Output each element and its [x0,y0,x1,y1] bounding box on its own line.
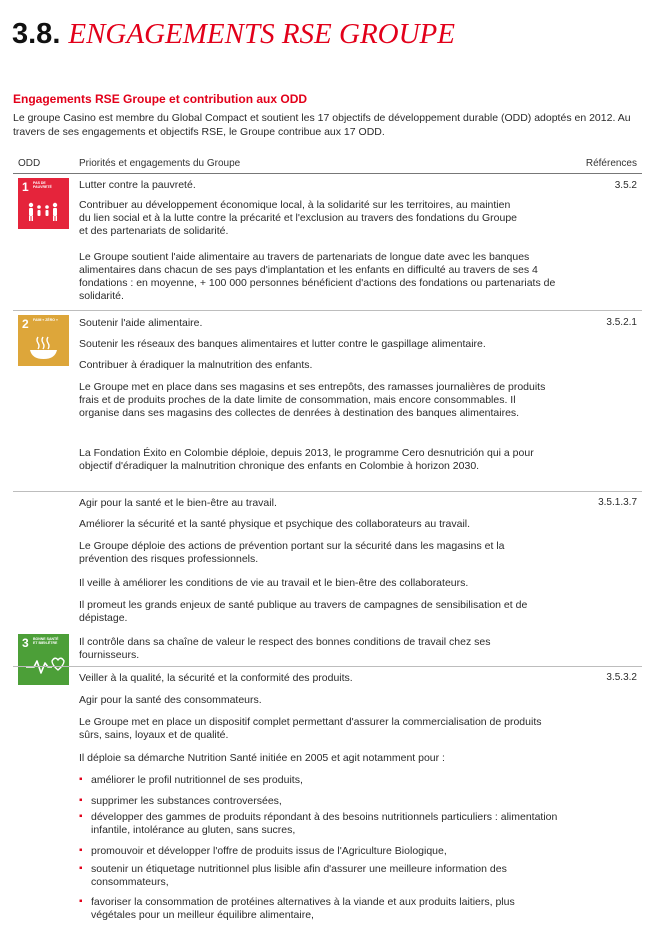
bullet-item: favoriser la consommation de protéines alternatives à la viande et aux produits laitiers, plus végétales pour un meilleur équilibre alimentaire, [91,896,515,921]
bullet-marker: ▪ [79,795,83,806]
column-header-odd: ODD [18,158,41,169]
row1-paragraph-1: Lutter contre la pauvreté. [79,179,196,191]
sdg-label: BONNE SANTÉ ET BIEN-ÊTRE [33,637,59,645]
sdg-number: 2 [22,317,29,331]
bullet-item: supprimer les substances controversées, [91,795,282,807]
bullet-marker: ▪ [79,896,83,907]
column-header-references: Références [585,158,637,169]
row2-paragraph-1: Soutenir l'aide alimentaire. [79,317,203,329]
row4-paragraph-3: Le Groupe met en place un dispositif complet permettant d'assurer la commercialisation de produits sûrs, sains, loyaux et de qualité. [79,716,542,741]
sdg-2-tile [18,315,69,366]
sdg-number: 1 [22,180,29,194]
bullet-item: soutenir un étiquetage nutritionnel plus lisible afin d'assurer une meilleure information des consommateurs, [91,863,507,888]
row-divider [13,310,642,311]
row1-paragraph-3: Le Groupe soutient l'aide alimentaire au travers de partenariats de longue date avec les banques alimentaires dans chacun de ses pays d'implantation et les enfants en difficulté au travers de ses 4 fondations : en moyenne, + 100 000 personnes bénéficient d'actions des fondations ou partenariats de solidarité. [79,251,556,302]
bullet-item: améliorer le profil nutritionnel de ses produits, [91,774,303,786]
section-heading: ENGAGEMENTS RSE GROUPE [68,18,455,50]
sdg-label: FAIM « ZÉRO » [33,318,58,322]
bullet-item: développer des gammes de produits répondant à des besoins nutritionnels particuliers : alimentation infantile, intolérance au gluten, sans sucres, [91,811,558,836]
row2-reference: 3.5.2.1 [606,317,637,328]
section-title [12,18,455,51]
row2-paragraph-4: Le Groupe met en place dans ses magasins et ses entrepôts, des ramasses journalières de produits frais et de produits proches de la date limite de consommation, mais encore consommables. Il organise dans ses magasins des collectes de denrées à destination des banques alimentaires. [79,381,546,419]
row2-paragraph-3: Contribuer à éradiquer la malnutrition des enfants. [79,359,313,371]
row3-reference: 3.5.1.3.7 [598,497,637,508]
bullet-marker: ▪ [79,774,83,785]
row3-paragraph-1: Agir pour la santé et le bien-être au travail. [79,497,277,509]
row4-paragraph-4: Il déploie sa démarche Nutrition Santé initiée en 2005 et agit notamment pour : [79,752,445,764]
row4-paragraph-1: Veiller à la qualité, la sécurité et la conformité des produits. [79,672,353,684]
sdg-1-tile [18,178,69,229]
row3-paragraph-6: Il contrôle dans sa chaîne de valeur le respect des bonnes conditions de travail chez ses fournisseurs. [79,636,491,661]
row-divider [13,666,642,667]
sdg-label: PAS DE PAUVRETÉ [33,181,52,189]
heartbeat-icon [18,634,69,685]
sdg-3-tile [18,634,69,685]
row-divider [13,491,642,492]
sdg-number: 3 [22,636,29,650]
bullet-item: promouvoir et développer l'offre de produits issus de l'Agriculture Biologique, [91,845,447,857]
table-header-divider [13,173,642,174]
section-subtitle: Engagements RSE Groupe et contribution aux ODD [13,92,308,106]
bullet-marker: ▪ [79,863,83,874]
bowl-icon [18,315,69,366]
section-number: 3.8. [12,18,61,50]
row4-paragraph-2: Agir pour la santé des consommateurs. [79,694,262,706]
intro-paragraph: Le groupe Casino est membre du Global Compact et soutient les 17 objectifs de développement durable (ODD) adoptés en 2012. Au travers de ses engagements et objectifs RSE, le Groupe contribue aux 17 ODD. [13,112,631,138]
bullet-marker: ▪ [79,811,83,822]
row2-paragraph-5: La Fondation Éxito en Colombie déploie, depuis 2013, le programme Cero desnutrición qui a pour objectif d'éradiquer la malnutrition chronique des enfants en Colombie à horizon 2030. [79,447,534,472]
row2-paragraph-2: Soutenir les réseaux des banques alimentaires et lutter contre le gaspillage alimentaire. [79,338,486,350]
family-icon [18,178,69,229]
bullet-marker: ▪ [79,845,83,856]
row3-paragraph-2: Améliorer la sécurité et la santé physique et psychique des collaborateurs au travail. [79,518,471,530]
row1-reference: 3.5.2 [614,180,637,191]
row3-paragraph-4: Il veille à améliorer les conditions de vie au travail et le bien-être des collaborateurs. [79,577,469,589]
row4-reference: 3.5.3.2 [606,672,637,683]
column-header-priorities: Priorités et engagements du Groupe [79,158,241,169]
row1-paragraph-2: Contribuer au développement économique local, à la solidarité sur les territoires, au maintien du lien social et à la lutte contre la précarité et l'exclusion au travers des fondations du Groupe et des partenariats de solidarité. [79,199,518,237]
row3-paragraph-5: Il promeut les grands enjeux de santé publique au travers de campagnes de sensibilisation et de dépistage. [79,599,528,624]
row3-paragraph-3: Le Groupe déploie des actions de prévention portant sur la sécurité dans les magasins et la prévention des risques professionnels. [79,540,505,565]
